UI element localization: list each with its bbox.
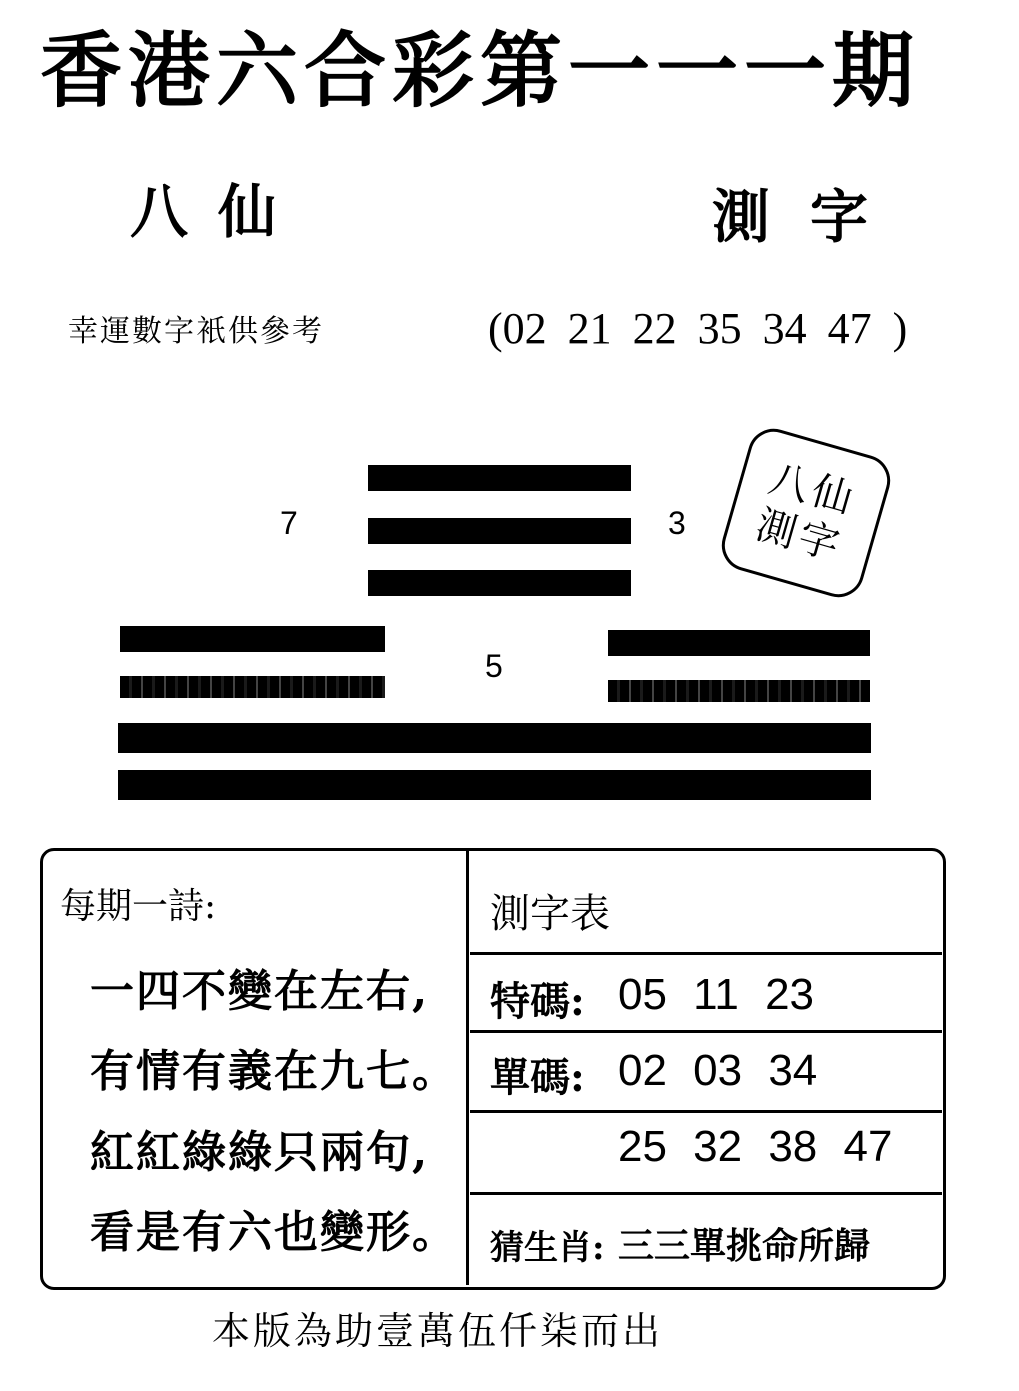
subtitle-right: 測字	[712, 183, 909, 251]
subtitle-left: 八仙	[130, 178, 307, 246]
single-numbers: 02 03 34	[618, 1046, 818, 1095]
table-row-divider	[470, 952, 942, 955]
stamp-line-2: 測字	[750, 501, 849, 571]
single-number-label: 單碼:	[490, 1054, 585, 1101]
guess-zodiac-label: 猜生肖:	[490, 1228, 605, 1268]
special-number-label: 特碼:	[490, 978, 585, 1025]
stamp-seal	[716, 423, 897, 604]
poem-line-2: 有情有義在九七。	[90, 1046, 458, 1097]
page-title: 香港六合彩第一一一期	[40, 23, 921, 119]
hexagram-bar-left-2	[120, 676, 385, 698]
table-title: 測字表	[490, 891, 610, 937]
hexagram-bar-long-1	[118, 723, 871, 753]
hexagram-bar-top-1	[368, 465, 631, 491]
poem-line-4: 看是有六也變形。	[90, 1207, 458, 1258]
stamp-line-1: 八仙	[763, 455, 862, 525]
table-divider	[466, 850, 469, 1285]
hexagram-bar-right-1	[608, 630, 870, 656]
poem-heading: 每期一詩:	[60, 886, 217, 927]
poem-line-1: 一四不變在左右,	[90, 966, 430, 1017]
hexagram-number-right: 3	[668, 505, 686, 541]
hexagram-bar-left-1	[120, 626, 385, 652]
poem-line-3: 紅紅綠綠只兩句,	[90, 1127, 430, 1178]
hexagram-bar-long-2	[118, 770, 871, 800]
hexagram-bar-right-2	[608, 680, 870, 702]
hexagram-number-left: 7	[280, 505, 298, 541]
table-row-divider	[470, 1030, 942, 1033]
hexagram-bar-top-3	[368, 570, 631, 596]
single-numbers-extra: 25 32 38 47	[618, 1122, 893, 1171]
footer-note: 本版為助壹萬伍仟柒而出	[212, 1309, 664, 1353]
table-row-divider	[470, 1110, 942, 1113]
table-row-divider	[470, 1192, 942, 1195]
lucky-numbers: (02 21 22 35 34 47 )	[488, 304, 908, 353]
lucky-numbers-label: 幸運數字衹供參考	[68, 314, 324, 349]
hexagram-bar-top-2	[368, 518, 631, 544]
hexagram-number-center: 5	[485, 648, 503, 684]
guess-zodiac-text: 三三單挑命所歸	[618, 1225, 871, 1267]
special-numbers: 05 11 23	[618, 970, 815, 1019]
